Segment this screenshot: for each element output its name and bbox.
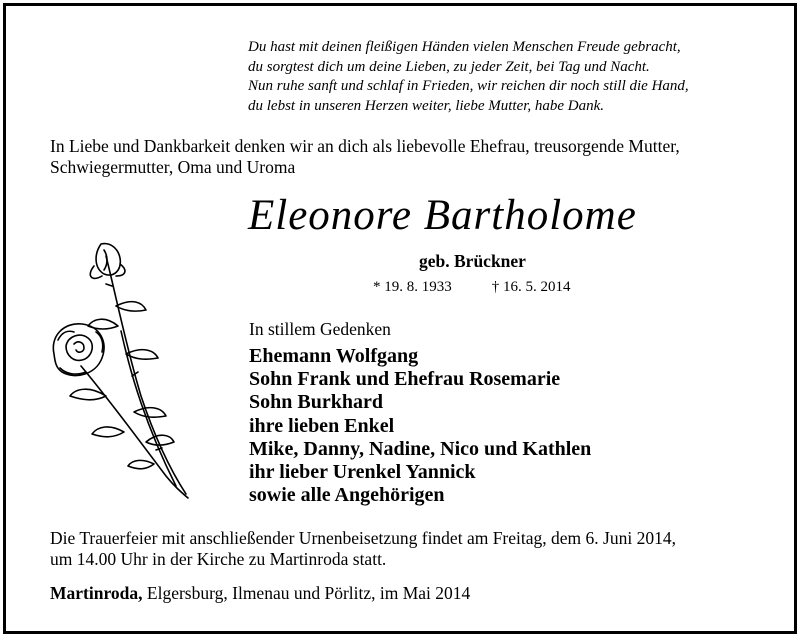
birth-date: * 19. 8. 1933: [373, 279, 452, 295]
place-rest: Elgersburg, Ilmenau und Pörlitz, im Mai 2014: [142, 583, 471, 603]
poem-line: du sorgtest dich um deine Lieben, zu jeder Zeit, bei Tag und Nacht.: [248, 58, 650, 75]
poem-line: Du hast mit deinen fleißigen Händen vielen Menschen Freude gebracht,: [248, 39, 681, 55]
intro-text: [50, 136, 680, 178]
mourner-line: ihre lieben Enkel: [249, 414, 395, 437]
mourner-line: sowie alle Angehörigen: [249, 484, 445, 507]
death-date: † 16. 5. 2014: [491, 279, 571, 295]
funeral-info: [50, 528, 676, 570]
maiden-name: geb. Brückner: [419, 251, 526, 271]
place-main: Martinroda,: [50, 583, 143, 603]
obituary-notice: [3, 3, 797, 634]
deceased-name: Eleonore Bartholome: [248, 192, 637, 239]
life-dates: [373, 279, 571, 296]
funeral-line: Die Trauerfeier mit anschließender Urnenbeisetzung findet am Freitag, dem 6. Juni 2014,: [50, 528, 676, 548]
intro-line: Schwiegermutter, Oma und Uroma: [50, 157, 296, 177]
mourner-line: Sohn Burkhard: [249, 391, 383, 414]
mourner-line: Ehemann Wolfgang: [249, 345, 419, 367]
in-memory-heading: In stillem Gedenken: [249, 319, 391, 339]
poem: [248, 38, 689, 116]
mourner-line: Sohn Frank und Ehefrau Rosemarie: [249, 368, 561, 391]
funeral-line: um 14.00 Uhr in der Kirche zu Martinroda statt.: [50, 549, 387, 569]
rose-illustration-icon: [46, 236, 196, 501]
mourner-line: ihr lieber Urenkel Yannick: [249, 461, 476, 484]
mourner-line: Mike, Danny, Nadine, Nico und Kathlen: [249, 437, 592, 460]
poem-line: Nun ruhe sanft und schlaf in Frieden, wir reichen dir noch still die Hand,: [248, 78, 689, 94]
place-date-line: [50, 583, 470, 604]
poem-line: du lebst in unseren Herzen weiter, liebe Mutter, habe Dank.: [248, 97, 605, 114]
mourners-list: [249, 345, 591, 507]
intro-line: In Liebe und Dankbarkeit denken wir an dich als liebevolle Ehefrau, treusorgende Mutter,: [50, 136, 680, 156]
